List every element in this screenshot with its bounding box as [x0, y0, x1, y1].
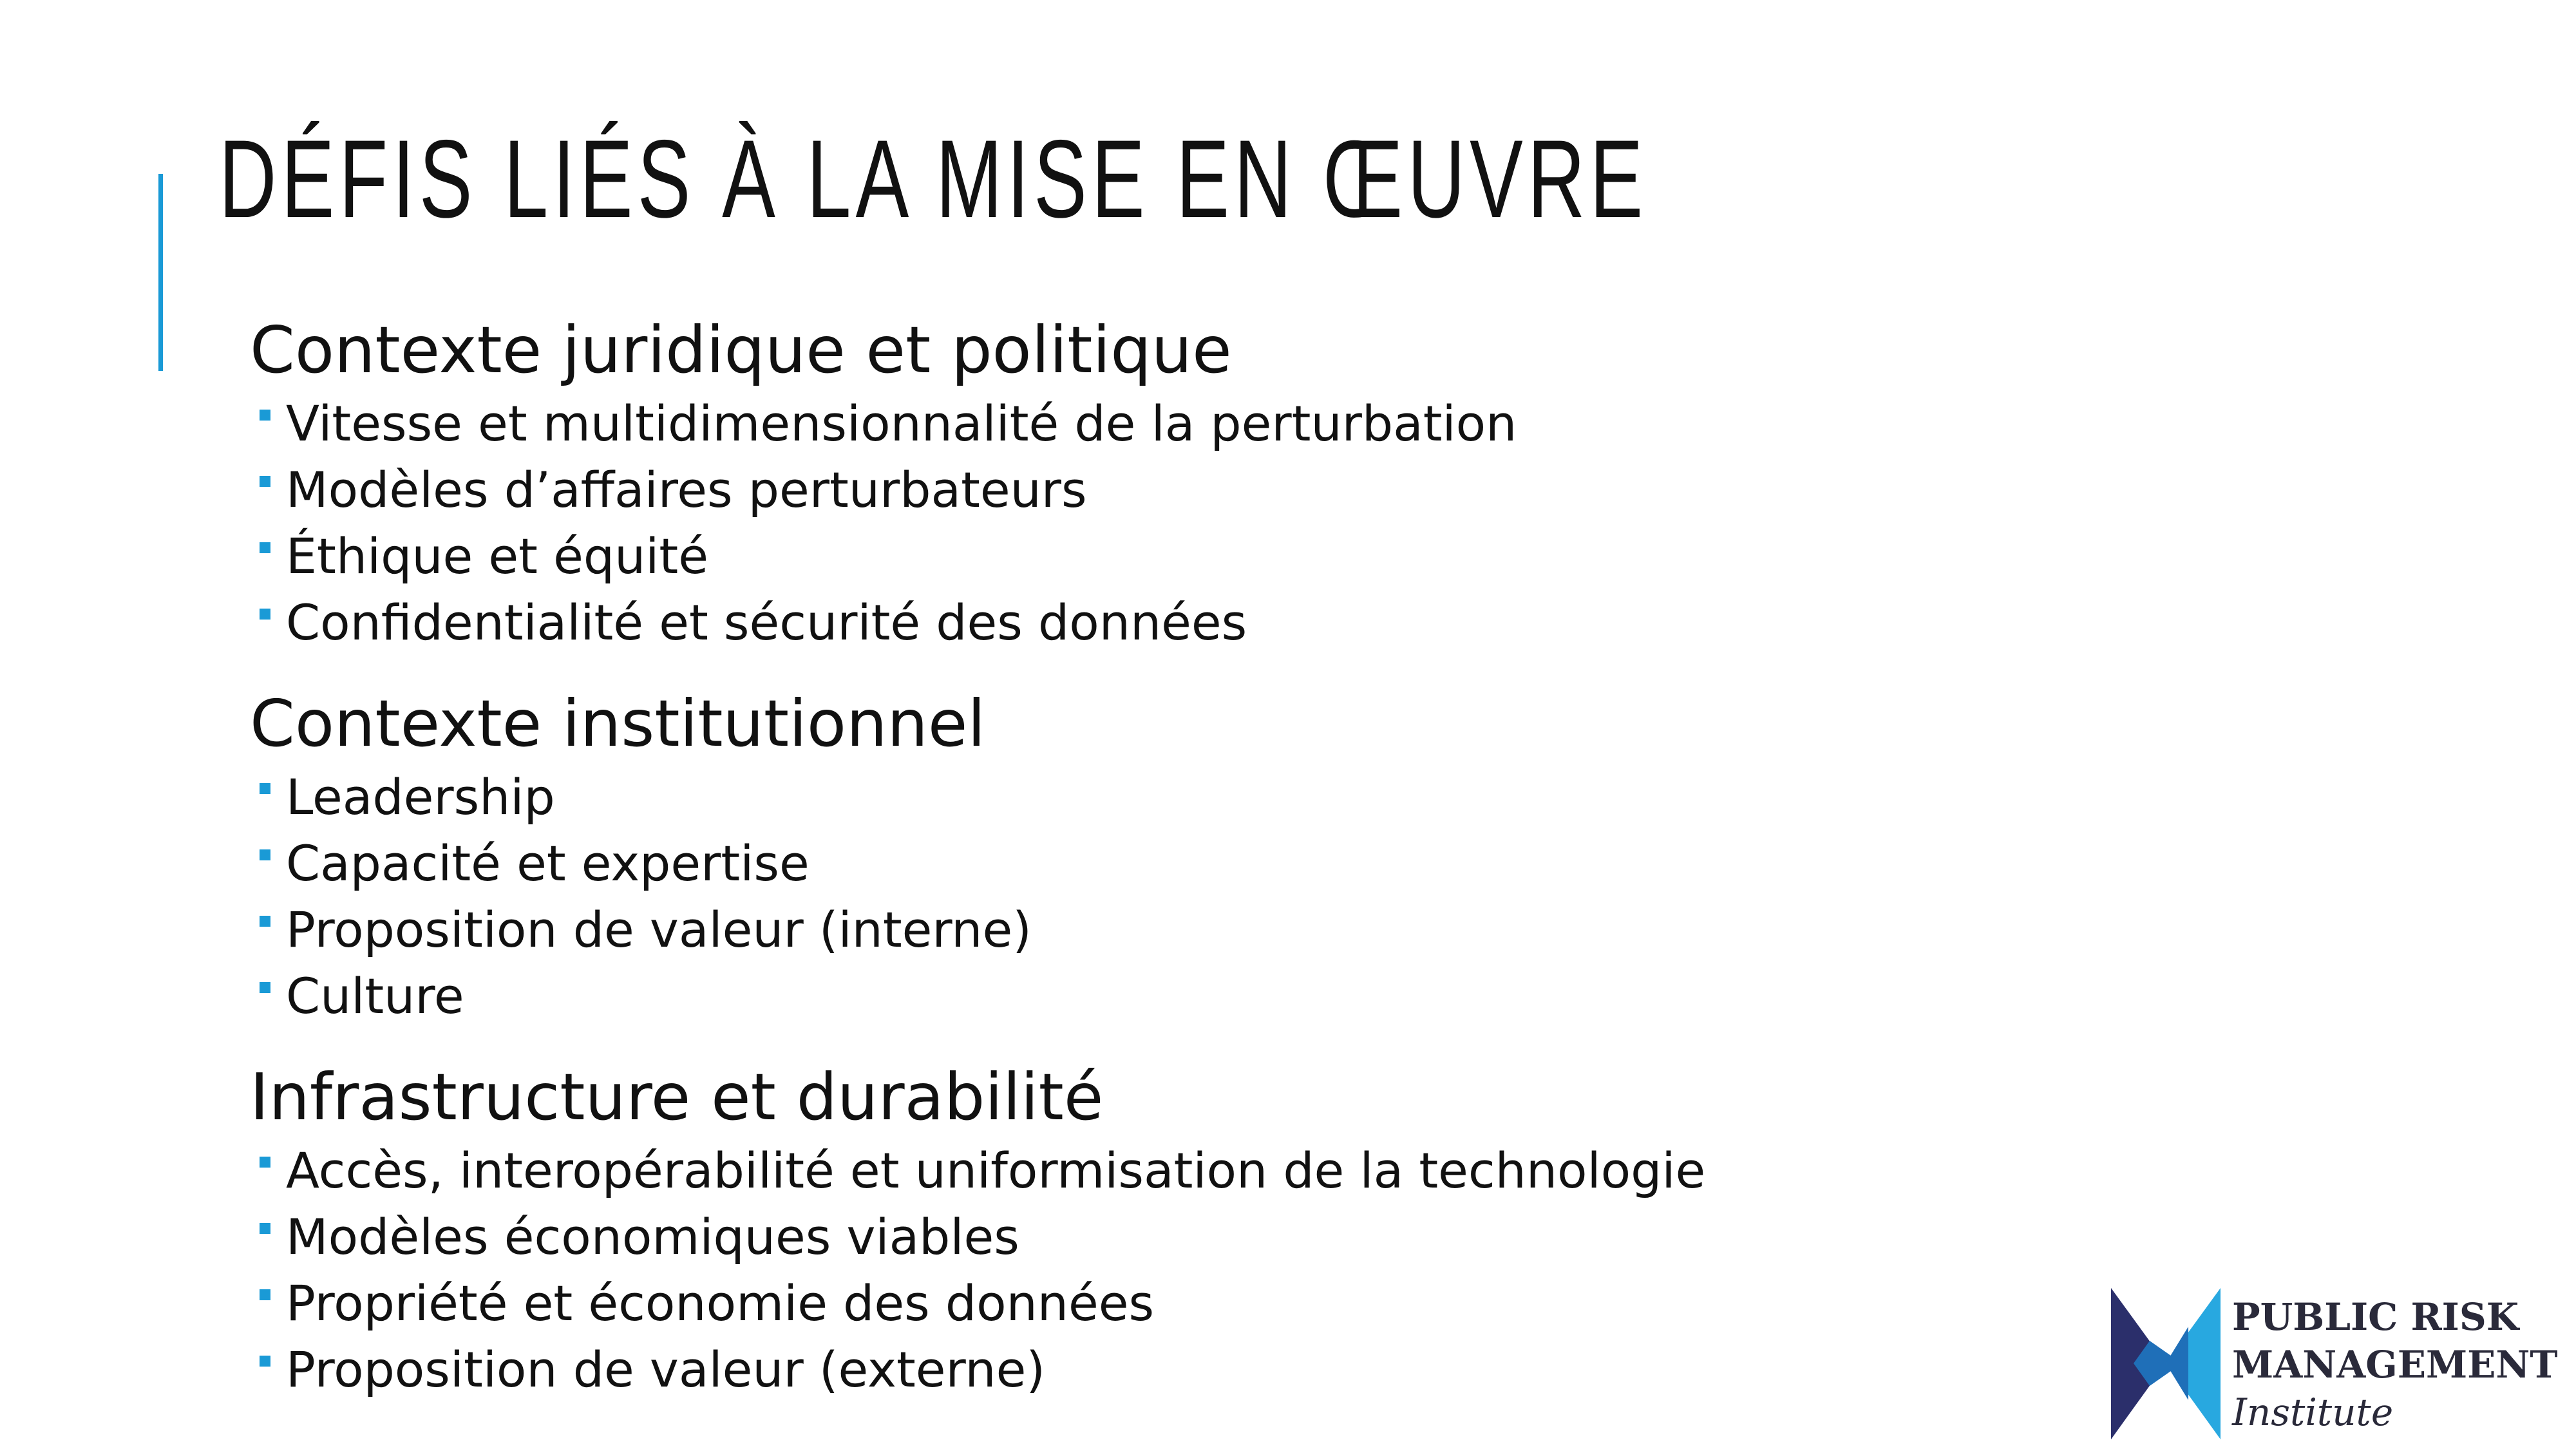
bullet-item: [250, 457, 1705, 523]
logo-line-public-risk: PUBLIC RISK: [2232, 1295, 2519, 1339]
public-risk-management-logo: [2111, 1288, 2558, 1443]
bullet-item: [250, 390, 1705, 457]
square-bullet-icon: [260, 609, 270, 620]
section-heading: Infrastructure et durabilité: [250, 1059, 1104, 1135]
logo-mark-icon: [2111, 1288, 2221, 1439]
square-bullet-icon: [260, 476, 270, 487]
bullet-text: Modèles d’affaires perturbateurs: [286, 461, 1087, 518]
bullet-item: [250, 1336, 1705, 1403]
logo-wordmark: [2232, 1293, 2558, 1436]
section-institutional: [250, 684, 1705, 1029]
bullet-text: Éthique et équité: [286, 527, 708, 585]
bullet-text: Propriété et économie des données: [286, 1274, 1155, 1332]
square-bullet-icon: [260, 916, 270, 927]
bullet-item: [250, 523, 1705, 589]
bullet-list: [250, 764, 1705, 1029]
slide-title: DÉFIS LIÉS À LA MISE EN ŒUVRE: [219, 117, 1648, 241]
bullet-list: [250, 1137, 1705, 1403]
logo-line-institute: Institute: [2232, 1390, 2394, 1434]
square-bullet-icon: [260, 542, 270, 553]
bullet-item: [250, 1270, 1705, 1336]
bullet-text: Culture: [286, 967, 464, 1025]
logo-light-inner-shape: [2166, 1327, 2188, 1400]
bullet-text: Vitesse et multidimensionnalité de la perturbation: [286, 395, 1517, 452]
square-bullet-icon: [260, 1157, 270, 1168]
bullet-text: Capacité et expertise: [286, 835, 810, 892]
bullet-text: Leadership: [286, 768, 555, 826]
section-infrastructure: [250, 1057, 1705, 1403]
section-heading: Contexte institutionnel: [250, 686, 986, 761]
bullet-item: [250, 1204, 1705, 1270]
section-heading: Contexte juridique et politique: [250, 312, 1232, 388]
square-bullet-icon: [260, 849, 270, 860]
title-accent-bar: [158, 174, 163, 371]
bullet-text: Proposition de valeur (externe): [286, 1341, 1046, 1398]
bullet-item: [250, 830, 1705, 896]
logo-line-management: MANAGEMENT: [2232, 1343, 2558, 1387]
square-bullet-icon: [260, 1223, 270, 1234]
bullet-item: [250, 963, 1705, 1029]
bullet-item: [250, 1137, 1705, 1204]
square-bullet-icon: [260, 783, 270, 794]
square-bullet-icon: [260, 1289, 270, 1300]
square-bullet-icon: [260, 1356, 270, 1367]
slide-content: [250, 310, 1705, 1403]
section-legal-political: [250, 310, 1705, 656]
bullet-text: Confidentialité et sécurité des données: [286, 594, 1247, 651]
bullet-list: [250, 390, 1705, 656]
bullet-text: Proposition de valeur (interne): [286, 901, 1032, 958]
bullet-item: [250, 589, 1705, 656]
square-bullet-icon: [260, 410, 270, 421]
square-bullet-icon: [260, 982, 270, 993]
bullet-item: [250, 896, 1705, 963]
bullet-item: [250, 764, 1705, 830]
bullet-text: Modèles économiques viables: [286, 1208, 1019, 1265]
bullet-text: Accès, interopérabilité et uniformisation de la technologie: [286, 1142, 1706, 1199]
